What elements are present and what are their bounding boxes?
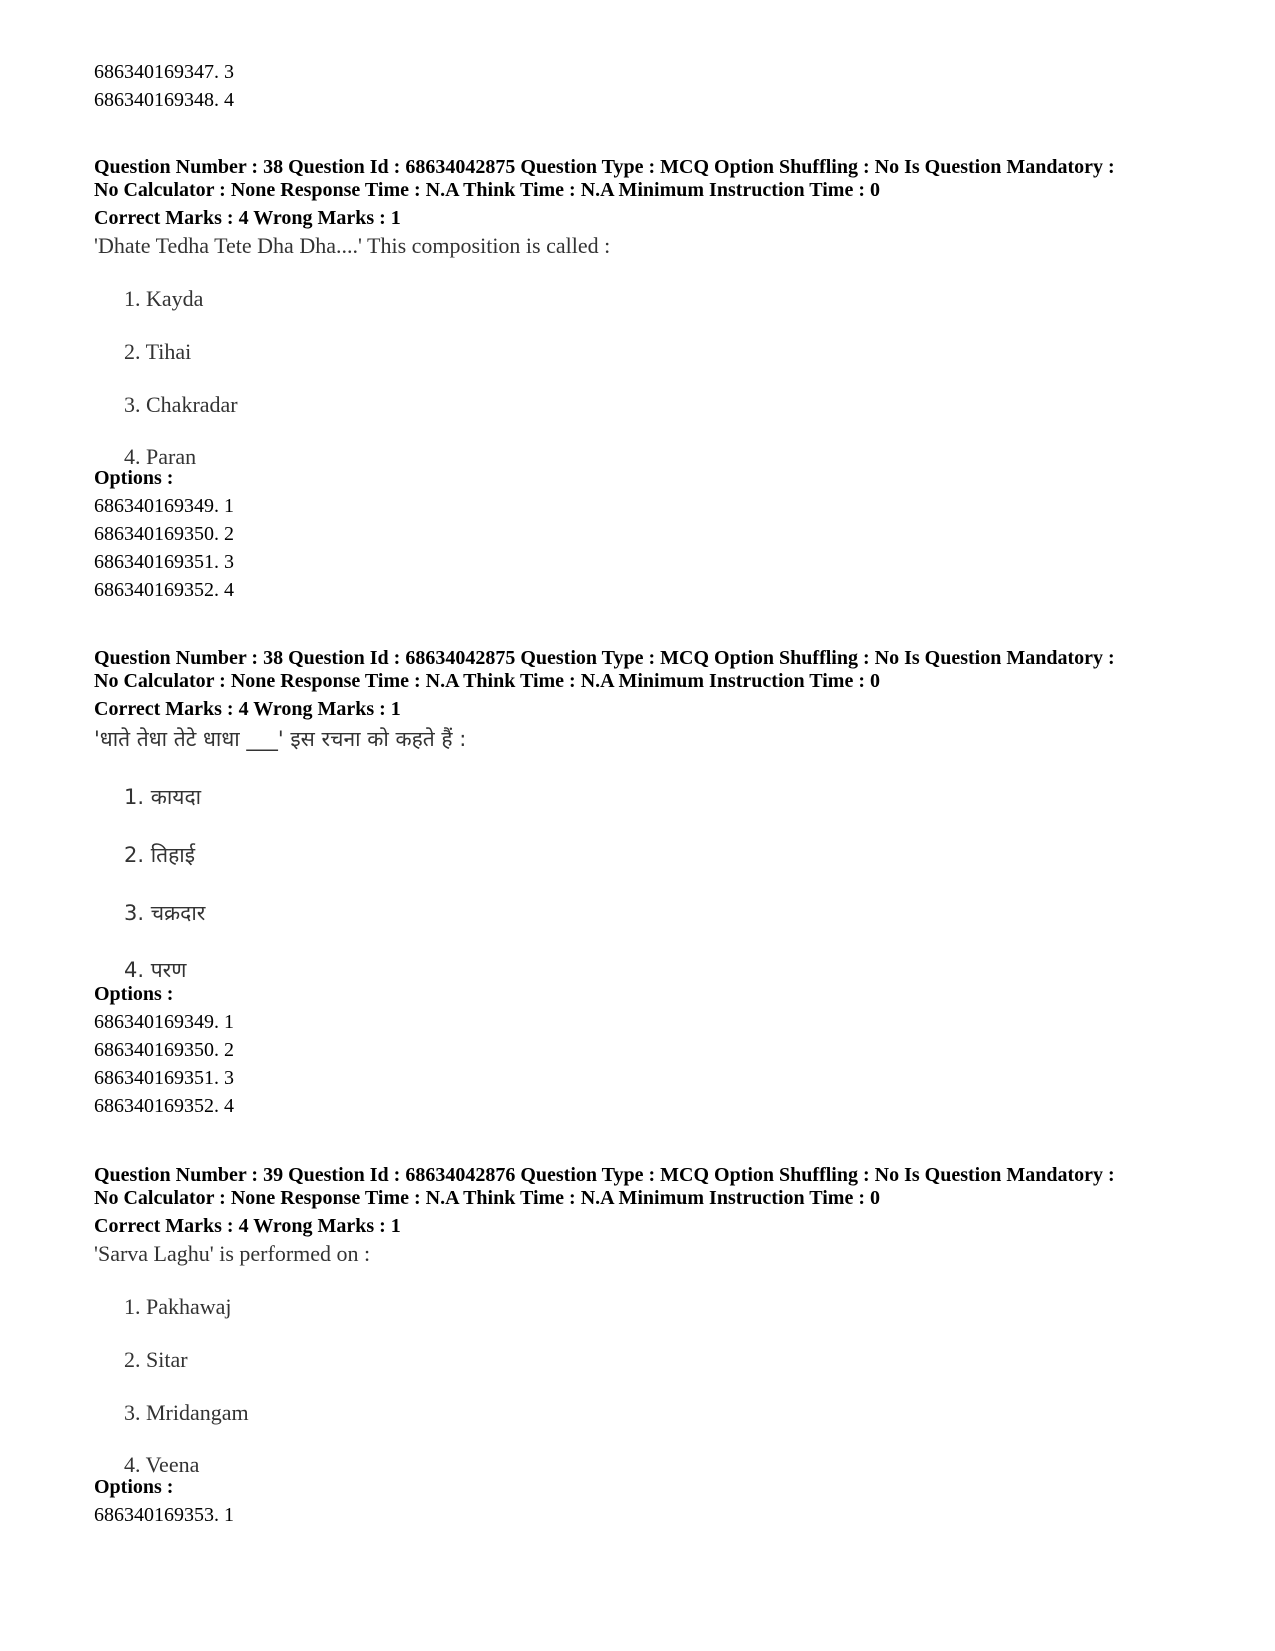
question-header-line2: No Calculator : None Response Time : N.A Think Time : N.A Minimum Instruction Time : 0 — [94, 179, 880, 201]
options-label: Options : — [94, 467, 174, 489]
question-header-line2: No Calculator : None Response Time : N.A Think Time : N.A Minimum Instruction Time : 0 — [94, 1187, 880, 1209]
answer-choice: 1. Pakhawaj — [124, 1294, 232, 1319]
answer-choice: 3. चक्रदार — [124, 901, 206, 925]
answer-choice: 4. परण — [124, 958, 187, 982]
option-id-line: 686340169349. 1 — [94, 495, 234, 517]
answer-choice: 4. Paran — [124, 444, 197, 469]
option-id-line: 686340169349. 1 — [94, 1011, 234, 1033]
option-id-line: 686340169347. 3 — [94, 61, 234, 83]
question-header-line1: Question Number : 38 Question Id : 68634042875 Question Type : MCQ Option Shuffling : No Is Question Mandatory : — [94, 156, 1115, 178]
options-label: Options : — [94, 983, 174, 1005]
question-header-line2: No Calculator : None Response Time : N.A Think Time : N.A Minimum Instruction Time : 0 — [94, 670, 880, 692]
option-id-line: 686340169350. 2 — [94, 523, 234, 545]
question-header-line1: Question Number : 39 Question Id : 68634042876 Question Type : MCQ Option Shuffling : No Is Question Mandatory : — [94, 1164, 1115, 1186]
question-text: 'धाते तेधा तेटे धाधा ___' इस रचना को कहते हैं : — [94, 727, 467, 751]
answer-choice: 2. तिहाई — [124, 843, 196, 867]
answer-choice: 2. Sitar — [124, 1347, 188, 1372]
option-id-line: 686340169352. 4 — [94, 1095, 234, 1117]
question-text: 'Dhate Tedha Tete Dha Dha....' This composition is called : — [94, 233, 611, 258]
answer-choice: 3. Mridangam — [124, 1400, 249, 1425]
option-id-line: 686340169348. 4 — [94, 89, 234, 111]
answer-choice: 3. Chakradar — [124, 392, 238, 417]
option-id-line: 686340169353. 1 — [94, 1504, 234, 1526]
option-id-line: 686340169350. 2 — [94, 1039, 234, 1061]
question-text: 'Sarva Laghu' is performed on : — [94, 1241, 371, 1266]
option-id-line: 686340169351. 3 — [94, 551, 234, 573]
options-label: Options : — [94, 1476, 174, 1498]
question-marks: Correct Marks : 4 Wrong Marks : 1 — [94, 1215, 401, 1237]
option-id-line: 686340169351. 3 — [94, 1067, 234, 1089]
answer-choice: 1. कायदा — [124, 785, 202, 809]
answer-choice: 2. Tihai — [124, 339, 192, 364]
answer-choice: 4. Veena — [124, 1452, 200, 1477]
answer-choice: 1. Kayda — [124, 286, 204, 311]
question-header-line1: Question Number : 38 Question Id : 68634042875 Question Type : MCQ Option Shuffling : No Is Question Mandatory : — [94, 647, 1115, 669]
question-marks: Correct Marks : 4 Wrong Marks : 1 — [94, 207, 401, 229]
option-id-line: 686340169352. 4 — [94, 579, 234, 601]
question-marks: Correct Marks : 4 Wrong Marks : 1 — [94, 698, 401, 720]
